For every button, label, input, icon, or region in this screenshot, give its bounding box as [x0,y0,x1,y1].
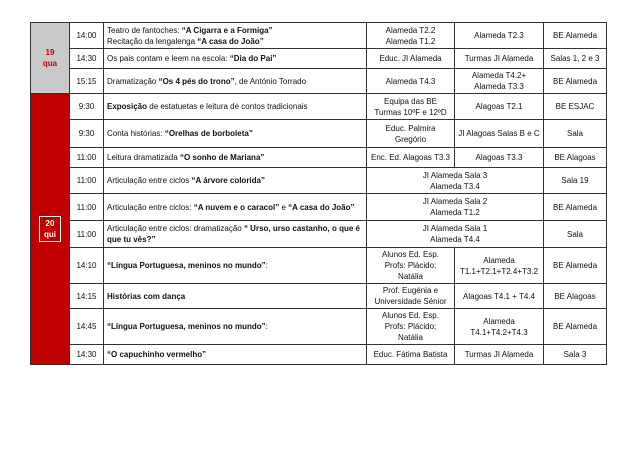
activity-cell [104,345,367,365]
organizer-cell: Educ. Palmira Gregório [367,120,455,148]
day-label [39,46,61,70]
activity-text: Histórias com dança [107,291,186,301]
activity-text: “A casa do João” [197,36,264,46]
schedule-row [31,309,607,345]
venue-cell: Salas 1, 2 e 3 [544,49,607,69]
venue-cell: BE Alagoas [544,284,607,309]
activity-text: Conta histórias: [107,129,165,138]
time-cell: 9:30 [70,120,104,148]
day-label [39,216,61,242]
activity-text: “ Urso, urso castanho, o que é que tu vês?” [107,224,360,244]
organizer-cell: Alameda T2.2 Alameda T1.2 [367,23,455,49]
day-cell [31,94,70,365]
schedule-row [31,120,607,148]
activity-text: Teatro de fantoches: [107,25,182,35]
time-cell: 14:00 [70,23,104,49]
venue-cell: BE Alameda [544,23,607,49]
audience-cell: Turmas JI Alameda [455,49,544,69]
time-cell: 11:00 [70,168,104,194]
activity-text: de estatuetas e leitura de contos tradicionais [147,102,308,111]
organizer-cell: Alunos Ed. Esp. Profs: Plácido; Natália [367,309,455,345]
activity-cell [104,248,367,284]
activity-text: Exposição [107,102,148,111]
schedule-row [31,69,607,94]
organizer-cell: Equipa das BE Turmas 10ºF e 12ºD [367,94,455,120]
audience-cell: Alameda T4.1+T4.2+T4.3 [455,309,544,345]
schedule-row [31,284,607,309]
day-cell [31,23,70,94]
organizer-cell: Educ. Fátima Batista [367,345,455,365]
activity-cell [104,120,367,148]
audience-cell: Alameda T4.2+ Alameda T3.3 [455,69,544,94]
day-weekday: qui [44,230,56,239]
activity-text: e [279,202,289,212]
venue-cell: BE Alameda [544,248,607,284]
participants-cell: JI Alameda Sala 2 Alameda T1.2 [367,194,544,221]
venue-cell: Sala 19 [544,168,607,194]
venue-cell: BE Alameda [544,309,607,345]
activity-text: , de António Torrado [234,76,307,86]
participants-cell: JI Alameda Sala 3 Alameda T3.4 [367,168,544,194]
day-weekday: qua [42,59,58,68]
organizer-cell: Alunos Ed. Esp. Profs: Plácido; Natália [367,248,455,284]
activity-text: “Os 4 pés do trono” [158,76,235,86]
activity-text: Leitura dramatizada [107,153,180,162]
activity-text: : [265,322,268,331]
time-cell: 11:00 [70,194,104,221]
time-cell: 15:15 [70,69,104,94]
activity-text: Os pais contam e leem na escola: [107,54,230,63]
schedule-row [31,49,607,69]
venue-cell: BE Alameda [544,69,607,94]
activity-text: “O sonho de Mariana” [179,153,265,162]
activity-text: “Dia do Pai” [229,54,277,63]
schedule-table [30,22,607,365]
activity-cell [104,49,367,69]
activity-text: “A Cigarra e a Formiga” [181,25,273,35]
time-cell: 14:30 [70,49,104,69]
audience-cell: Alagoas T3.3 [455,148,544,168]
activity-text: : [265,261,268,270]
schedule-body [31,23,607,365]
activity-text: “Língua Portuguesa, meninos no mundo” [107,322,266,331]
venue-cell: Sala [544,120,607,148]
schedule-row [31,23,607,49]
organizer-cell: Educ. JI Alameda [367,49,455,69]
activity-text: Dramatização [107,76,159,86]
day-number: 20 [45,219,55,228]
activity-cell [104,168,367,194]
audience-cell: Alameda T2.3 [455,23,544,49]
time-cell: 11:00 [70,221,104,248]
schedule-row [31,248,607,284]
venue-cell: Sala [544,221,607,248]
activity-text: “Orelhas de borboleta” [164,129,253,138]
venue-cell: Sala 3 [544,345,607,365]
time-cell: 14:15 [70,284,104,309]
schedule-row [31,221,607,248]
activity-text: Recitação da lengalenga [107,36,198,46]
activity-text: Articulação entre ciclos: [107,202,194,212]
organizer-cell: Enc. Ed. Alagoas T3.3 [367,148,455,168]
time-cell: 14:10 [70,248,104,284]
activity-text: Articulação entre ciclos [107,176,192,185]
schedule-row [31,194,607,221]
activity-cell [104,309,367,345]
time-cell: 9:30 [70,94,104,120]
activity-text: “O capuchinho vermelho” [107,350,207,359]
activity-cell [104,194,367,221]
activity-text: “A árvore colorida” [191,176,265,185]
activity-cell [104,94,367,120]
organizer-cell: Alameda T4.3 [367,69,455,94]
audience-cell: JI Alagoas Salas B e C [455,120,544,148]
schedule-row [31,345,607,365]
venue-cell: BE ESJAC [544,94,607,120]
activity-text: “A nuvem e o caracol” [193,202,280,212]
activity-text: “Língua Portuguesa, meninos no mundo” [107,261,266,270]
activity-cell [104,23,367,49]
activity-cell [104,284,367,309]
organizer-cell: Prof. Eugénia e Universidade Sénior [367,284,455,309]
activity-cell [104,221,367,248]
venue-cell: BE Alagoas [544,148,607,168]
schedule-row [31,168,607,194]
audience-cell: Alagoas T2.1 [455,94,544,120]
participants-cell: JI Alameda Sala 1 Alameda T4.4 [367,221,544,248]
time-cell: 14:45 [70,309,104,345]
venue-cell: BE Alameda [544,194,607,221]
time-cell: 14:30 [70,345,104,365]
activity-cell [104,69,367,94]
audience-cell: Alagoas T4.1 + T4.4 [455,284,544,309]
schedule-row [31,94,607,120]
time-cell: 11:00 [70,148,104,168]
activity-cell [104,148,367,168]
schedule-row [31,148,607,168]
audience-cell: Alameda T1.1+T2.1+T2.4+T3.2 [455,248,544,284]
activity-text: “A casa do João” [288,202,355,212]
day-number: 19 [45,48,55,57]
activity-text: Articulação entre ciclos: dramatização [107,224,244,233]
audience-cell: Turmas JI Alameda [455,345,544,365]
